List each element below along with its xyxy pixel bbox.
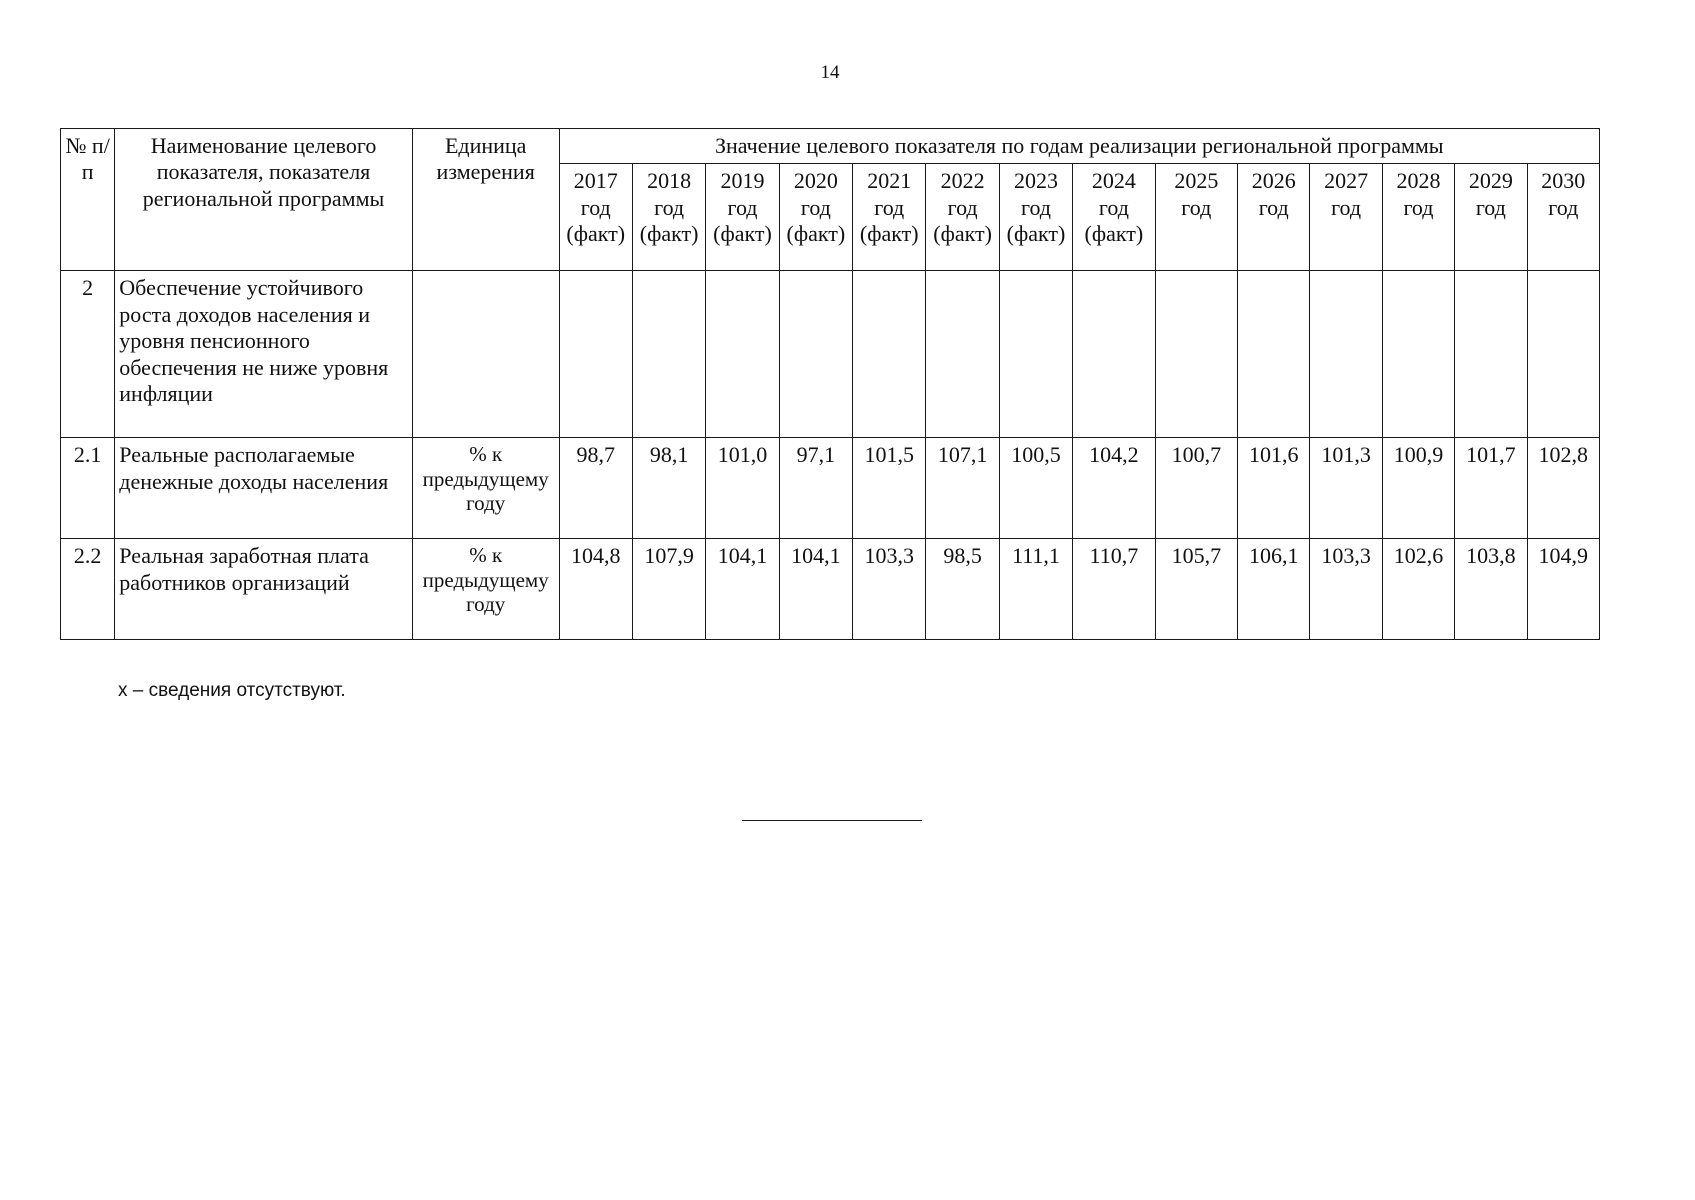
indicator-value-2027 xyxy=(1310,271,1382,438)
header-year-label: год xyxy=(1258,194,1289,220)
row-number: 2.2 xyxy=(61,539,115,640)
header-year-value: 2023 xyxy=(1014,168,1058,194)
header-year-label: год xyxy=(1331,194,1362,220)
header-year-label: год xyxy=(1475,194,1506,220)
indicator-value-2022: 98,5 xyxy=(926,539,999,640)
indicator-value-2021: 103,3 xyxy=(853,539,926,640)
indicator-value-2018 xyxy=(632,271,705,438)
header-year-fact-note: (факт) xyxy=(566,221,626,247)
header-year-label: год xyxy=(874,194,905,220)
header-year-2018 xyxy=(632,164,705,271)
header-year-2021 xyxy=(853,164,926,271)
header-name: Наименование целевого показателя, показателя региональной программы xyxy=(115,129,413,271)
header-year-label: год xyxy=(580,194,611,220)
header-year-fact-note: (факт) xyxy=(639,221,699,247)
header-year-value: 2029 xyxy=(1468,168,1513,194)
indicator-value-2020: 97,1 xyxy=(779,438,852,539)
indicator-value-2023 xyxy=(999,271,1072,438)
indicator-value-2026 xyxy=(1238,271,1310,438)
indicator-value-2023: 111,1 xyxy=(999,539,1072,640)
header-year-label: год xyxy=(654,194,685,220)
indicator-value-2026: 101,6 xyxy=(1238,438,1310,539)
indicator-value-2017: 98,7 xyxy=(559,438,632,539)
header-year-2030 xyxy=(1527,164,1599,271)
header-year-fact-note: (факт) xyxy=(859,221,919,247)
header-year-2019 xyxy=(706,164,779,271)
header-year-value: 2028 xyxy=(1396,168,1441,194)
indicator-value-2017 xyxy=(559,271,632,438)
indicator-value-2018: 107,9 xyxy=(632,539,705,640)
header-year-2026 xyxy=(1238,164,1310,271)
footnote: х – сведения отсутствуют. xyxy=(118,680,346,701)
indicator-value-2025 xyxy=(1155,271,1237,438)
indicator-value-2024 xyxy=(1073,271,1155,438)
header-num: № п/п xyxy=(61,129,115,271)
header-year-fact-note: (факт) xyxy=(933,221,992,247)
header-year-value: 2021 xyxy=(867,168,912,194)
indicator-value-2027: 101,3 xyxy=(1310,438,1382,539)
header-year-value: 2020 xyxy=(793,168,838,194)
header-year-label: год xyxy=(727,194,758,220)
indicator-name: Реальные располагаемые денежные доходы населения xyxy=(115,438,413,539)
header-year-label: год xyxy=(1548,194,1579,220)
indicator-unit xyxy=(412,271,559,438)
header-values-group: Значение целевого показателя по годам реализации региональной программы xyxy=(559,129,1599,164)
indicator-value-2028 xyxy=(1382,271,1454,438)
header-year-value: 2027 xyxy=(1324,168,1369,194)
indicator-value-2019: 101,0 xyxy=(706,438,779,539)
target-indicators-table xyxy=(60,128,1600,640)
table-header-row xyxy=(61,129,1600,164)
indicator-name: Обеспечение устойчивого роста доходов населения и уровня пенсионного обеспечения не ниже уровня инфляции xyxy=(115,271,413,438)
header-year-2025 xyxy=(1155,164,1237,271)
indicator-value-2028: 100,9 xyxy=(1382,438,1454,539)
indicator-value-2029 xyxy=(1455,271,1527,438)
end-separator-line xyxy=(742,820,922,821)
indicator-value-2025: 105,7 xyxy=(1155,539,1237,640)
indicator-value-2030: 102,8 xyxy=(1527,438,1599,539)
indicator-value-2024: 104,2 xyxy=(1073,438,1155,539)
header-year-2020 xyxy=(779,164,852,271)
header-year-value: 2019 xyxy=(720,168,765,194)
indicator-value-2022: 107,1 xyxy=(926,438,999,539)
header-year-2029 xyxy=(1455,164,1527,271)
header-year-label: год xyxy=(1098,194,1129,220)
indicator-value-2030 xyxy=(1527,271,1599,438)
indicator-value-2027: 103,3 xyxy=(1310,539,1382,640)
header-unit: Единица измерения xyxy=(412,129,559,271)
indicator-value-2021: 101,5 xyxy=(853,438,926,539)
indicator-name: Реальная заработная плата работников организаций xyxy=(115,539,413,640)
indicator-value-2024: 110,7 xyxy=(1073,539,1155,640)
indicator-value-2019 xyxy=(706,271,779,438)
header-year-2022 xyxy=(926,164,999,271)
header-year-label: год xyxy=(1403,194,1434,220)
header-year-value: 2017 xyxy=(573,168,618,194)
header-year-value: 2030 xyxy=(1541,168,1586,194)
table-row xyxy=(61,438,1600,539)
page-number: 14 xyxy=(820,62,840,83)
indicator-value-2028: 102,6 xyxy=(1382,539,1454,640)
indicator-value-2030: 104,9 xyxy=(1527,539,1599,640)
indicator-unit: % к предыдущему году xyxy=(412,539,559,640)
indicator-value-2020: 104,1 xyxy=(779,539,852,640)
indicator-value-2019: 104,1 xyxy=(706,539,779,640)
header-year-value: 2025 xyxy=(1174,168,1219,194)
table-row xyxy=(61,539,1600,640)
header-year-2024 xyxy=(1073,164,1155,271)
table-row xyxy=(61,271,1600,438)
header-year-label: год xyxy=(800,194,831,220)
table-body xyxy=(61,271,1600,640)
header-year-fact-note: (факт) xyxy=(1006,221,1066,247)
header-year-value: 2024 xyxy=(1091,168,1136,194)
indicator-value-2023: 100,5 xyxy=(999,438,1072,539)
header-year-value: 2018 xyxy=(647,168,692,194)
header-year-fact-note: (факт) xyxy=(786,221,846,247)
header-year-value: 2022 xyxy=(940,168,985,194)
row-number: 2 xyxy=(61,271,115,438)
indicator-value-2029: 101,7 xyxy=(1455,438,1527,539)
indicator-value-2029: 103,8 xyxy=(1455,539,1527,640)
header-year-2023 xyxy=(999,164,1072,271)
header-year-fact-note: (факт) xyxy=(1084,221,1144,247)
indicator-value-2022 xyxy=(926,271,999,438)
header-year-2017 xyxy=(559,164,632,271)
indicator-unit: % к предыдущему году xyxy=(412,438,559,539)
header-year-2028 xyxy=(1382,164,1454,271)
indicator-value-2018: 98,1 xyxy=(632,438,705,539)
header-year-label: год xyxy=(947,194,978,220)
header-year-label: год xyxy=(1020,194,1052,220)
indicator-value-2026: 106,1 xyxy=(1238,539,1310,640)
indicator-value-2021 xyxy=(853,271,926,438)
header-year-fact-note: (факт) xyxy=(713,221,772,247)
header-year-label: год xyxy=(1181,194,1212,220)
indicator-value-2017: 104,8 xyxy=(559,539,632,640)
header-year-value: 2026 xyxy=(1251,168,1296,194)
indicator-value-2025: 100,7 xyxy=(1155,438,1237,539)
row-number: 2.1 xyxy=(61,438,115,539)
header-year-2027 xyxy=(1310,164,1382,271)
indicator-value-2020 xyxy=(779,271,852,438)
